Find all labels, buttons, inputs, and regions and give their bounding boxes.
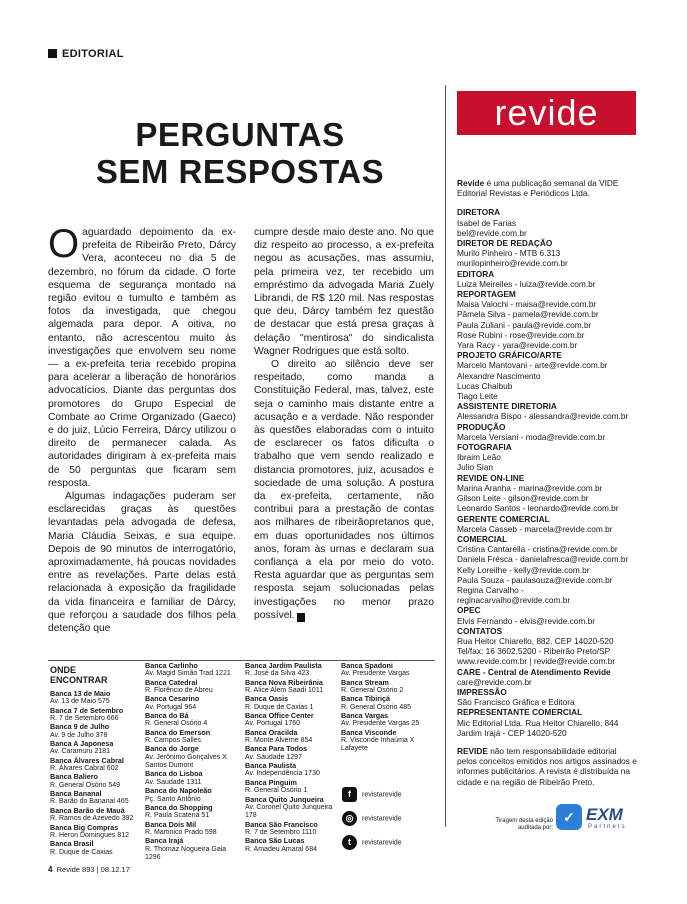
newsstand-name: Banca 7 de Setembro: [50, 705, 124, 715]
staff-heading: DIRETOR DE REDAÇÃO: [457, 238, 553, 249]
disclaimer: [457, 746, 637, 787]
social-link-instagram[interactable]: [342, 811, 402, 826]
newsstand-name: Banca do Jorge: [145, 744, 199, 754]
staff-line: Daniela Frésca - danielafresca@revide.com.br: [457, 554, 629, 565]
newsstand-address: Av. Saudade 1297: [245, 753, 302, 761]
staff-line: Julio Sian: [457, 462, 493, 473]
newsstand-name: Banca Dois Mil: [145, 819, 197, 829]
newsstand-name: Banca Nova Ribeirânia: [245, 677, 323, 687]
newsstand-address: Av. Jerônimo Gonçalves X Santos Dumont: [145, 753, 227, 770]
newsstand-address: R. Thomaz Nogueira Gaia 1296: [145, 845, 227, 861]
newsstand-name: Banca Vargas: [341, 711, 389, 721]
newsstand-name: Banca Irajá: [145, 836, 184, 846]
newsstand-name: Banca São Lucas: [245, 836, 305, 846]
staff-line: Leonardo Santos - leonardo@revide.com.br: [457, 503, 619, 514]
staff-heading: FOTOGRAFIA: [457, 442, 512, 453]
staff-line: Luiza Meirelles - luiza@revide.com.br: [457, 278, 596, 289]
newsstand-address: Av. Caramuru 2181: [50, 748, 111, 756]
newsstand-address: Av. Saudade 1311: [145, 778, 202, 786]
check-icon: ✓: [556, 804, 582, 830]
social-link-twitter[interactable]: [342, 835, 402, 850]
newsstand-name: Banca Brasil: [50, 839, 94, 849]
newsstand-name: Banca Quito Junqueira: [245, 794, 324, 804]
logo-text: revide: [494, 92, 599, 133]
disclaimer-text: não tem responsabilidade editorial pelos conceitos emitidos nos artigos assinados e informes publicitários. A revista é distribuída na cidade e na região de Ribeirão Preto.: [457, 745, 637, 787]
staff-heading: PROJETO GRÁFICO/ARTE: [457, 350, 562, 361]
newsstand-name: Banca Bananal: [50, 789, 102, 799]
brand-name: Revide: [457, 178, 485, 188]
staff-line: Gilson Leite - gilson@revide.com.br: [457, 493, 589, 504]
social-link-facebook[interactable]: [342, 787, 402, 802]
staff-line: Tel/fax: 16 3602.5200 - Ribeirão Preto/SP: [457, 646, 611, 657]
title-line-1: PERGUNTAS: [135, 116, 345, 153]
newsstand-name: Banca A Japonesa: [50, 739, 114, 749]
staff-heading: ASSISTENTE DIRETORIA: [457, 401, 557, 412]
staff-line: Lucas Chaibub: [457, 380, 513, 391]
newsstand-name: Banca do Bá: [145, 711, 189, 721]
newsstand-name: Banca Carlinho: [145, 661, 198, 670]
twitter-icon: t: [342, 835, 357, 850]
staff-line: Marina Aranha - marina@revide.com.br: [457, 482, 603, 493]
where-to-find-heading: ONDE ENCONTRAR: [50, 665, 108, 685]
section-square-icon: [48, 49, 57, 58]
staff-line: Paula Souza - paulasouza@revide.com.br: [457, 574, 613, 585]
staff-line: Marcela Versiani - moda@revide.com.br: [457, 431, 606, 442]
newsstand-address: R. Amadeu Amaral 684: [245, 845, 317, 853]
article-column-1: [48, 222, 236, 635]
newsstand-address: R. General Osório 2: [341, 687, 404, 695]
staff-line: Marcelo Mantovani - arte@revide.com.br: [457, 360, 608, 371]
staff-list: [457, 207, 637, 738]
newsstand-address: Av. Presidente Vargas: [341, 670, 410, 678]
newsstand-name: Banca 9 de Julho: [50, 722, 110, 732]
staff-line: Ibraim Leão: [457, 452, 501, 463]
newsstand-name: Banca Barão de Mauá: [50, 805, 125, 815]
newsstand-name: Banca Stream: [341, 677, 389, 687]
staff-heading: OPEC: [457, 605, 481, 616]
newsstand-name: Banca do Napoleão: [145, 786, 212, 796]
newsstand-address: R. José da Silva 423: [245, 670, 310, 678]
section-text: EDITORIAL: [62, 48, 124, 60]
newsstand-address: R. 7 de Setembro 666: [50, 715, 119, 723]
staff-line: bel@revide.com.br: [457, 227, 527, 238]
newsstand-list-3: [245, 662, 340, 854]
staff-line: Jardim Irajá - CEP 14020-520: [457, 727, 567, 738]
newsstand-address: Av. Magid Simão Trad 1221: [145, 670, 231, 678]
newsstand-address: R. Alice Alem Saadi 1011: [245, 687, 324, 695]
paragraph-text: O direito ao silêncio deve ser respeitado, como manda a Constituição Federal, mas, talvez, este seja o caminho mais distante entre a acusação e a verdade. Não responder às questões elaboradas com o intuito de esclarecer os fatos dificulta o trabalho que vem sendo realizado e distancia promotores, juiz, acusados e sociedade de uma solução. A postura da ex-prefeita, certamente, não contribui para a prestação de contas aos milhares de ribeirãopretanos que, em duas oportunidades nos últimos anos, foram às urnas e declaram sua confiança a ela por meio do voto. Resta aguardar que as perguntas sem resposta sejam solucionadas pelas investigações no menor prazo possível.: [254, 359, 434, 621]
newsstand-name: Banca Office Center: [245, 711, 314, 721]
newsstand-name: Banca do Emerson: [145, 727, 211, 737]
newsstand-name: Banca Visconde: [341, 727, 397, 737]
newsstand-address: R. Barão do Bananal 465: [50, 798, 129, 806]
staff-heading: COMERCIAL: [457, 533, 508, 544]
newsstand-name: Banca Cesarino: [145, 694, 200, 704]
newsstand-address: R. Duque de Caxias: [50, 848, 113, 856]
staff-line: Alexandre Nascimento: [457, 370, 541, 381]
newsstand-name: Banca Big Compras: [50, 822, 119, 832]
masthead: [457, 178, 637, 787]
newsstand-address: Av. Portugal 1760: [245, 720, 301, 728]
newsstand-name: Banca Oracilda: [245, 727, 298, 737]
newsstand-name: Banca Pinguim: [245, 777, 297, 787]
social-handle: revistarevide: [362, 791, 402, 799]
staff-heading: REVIDE ON-LINE: [457, 472, 525, 483]
staff-heading: REPORTAGEM: [457, 289, 516, 300]
newsstand-address: R. General Osório 4: [145, 720, 208, 728]
staff-line: Mic Editorial Ltda. Rua Heitor Chiarello, 844: [457, 717, 619, 728]
staff-line: Cristina Cantarella - cristina@revide.com.br: [457, 544, 618, 555]
staff-line: Elvis Fernando - elvis@revide.com.br: [457, 615, 595, 626]
newsstand-address: R. 7 de Setembro 1110: [245, 828, 317, 836]
staff-line: Isabel de Farias: [457, 217, 517, 228]
newsstand-address: R. Campos Salles: [145, 737, 202, 745]
article-column-2: [254, 226, 434, 622]
staff-line: Kelly Loreilhe - kelly@revide.com.br: [457, 564, 590, 575]
newsstand-name: Banca do Shopping: [145, 802, 213, 812]
staff-heading: DIRETORA: [457, 207, 501, 218]
newsstand-name: Banca do Lisboa: [145, 769, 203, 779]
staff-line: São Francisco Gráfica e Editora: [457, 697, 575, 708]
drop-cap: O: [48, 222, 80, 266]
staff-line: Rua Heitor Chiarello, 882. CEP 14020-520: [457, 635, 614, 646]
article-paragraph: cumpre desde maio deste ano. No que diz respeito ao processo, a ex-prefeita negou as acusações, mas assumiu, pela primeira vez, ter recebido um empréstimo da advogada Maria Zuely Librandi, de R$ 120 mil. Nas respostas que deu, Dárcy também fez questão de destacar que está presa graças à delação "mentirosa" do sindicalista Wagner Rodrigues que está solto.: [254, 227, 434, 357]
brand-name: REVIDE: [457, 745, 488, 756]
article-paragraph: [254, 358, 434, 622]
newsstand-address: R. Visconde Inhaúma X Lafayete: [341, 737, 415, 753]
staff-line: Maisa Valochi - maisa@revide.com.br: [457, 299, 597, 310]
newsstand-address: R. Álvares Cabral 602: [50, 765, 119, 773]
page-number: 4: [48, 865, 53, 874]
newsstand-address: Av. Independência 1730: [245, 770, 320, 778]
audit-caption: Tiragem desta edição auditada por:: [495, 818, 553, 831]
staff-heading: CONTATOS: [457, 625, 503, 636]
newsstand-list-2: [145, 662, 240, 862]
title-line-2: SEM RESPOSTAS: [95, 153, 385, 190]
newsstand-address: R. Duque de Caxias 1: [245, 703, 314, 711]
newsstand-name: Banca São Francisco: [245, 819, 318, 829]
newsstand-address: Av. Coronel Quito Junqueira 178: [245, 803, 333, 820]
staff-line: Paula Zuliani - paula@revide.com.br: [457, 319, 592, 330]
staff-line: Yara Racy - yara@revide.com.br: [457, 340, 578, 351]
newsstand-name: Banca Tibiriçá: [341, 694, 391, 704]
newsstand-address: R. Martinico Prado 598: [145, 828, 217, 836]
newsstand-address: Av. Presidente Vargas 25: [341, 720, 420, 728]
staff-heading: REPRESENTANTE COMERCIAL: [457, 707, 583, 718]
staff-line: Murilo Pinheiro - MTB 6.313: [457, 248, 561, 259]
masthead-intro: [457, 178, 637, 198]
staff-line: www.revide.com.br | revide@revide.com.br: [457, 656, 616, 667]
newsstand-name: Banca Para Todos: [245, 744, 308, 754]
newsstand-name: Banca Oasis: [245, 694, 289, 704]
staff-line: care@revide.com.br: [457, 676, 532, 687]
section-label: [48, 48, 124, 60]
article-paragraph: [48, 222, 236, 490]
paragraph-text: aguardado depoimento da ex-prefeita de Ribeirão Preto, Dárcy Vera, aconteceu no dia 5 de dezembro, no fórum da cidade. O forte esquema de segurança montado na região evitou o tumulto e também as fotos da investigada, que chegou algemada para depor. A oitiva, no entanto, não acrescentou muito às investigações que envolvem seu nome — a ex-prefeita teria recebido propina para acelerar a liberação de honorários advocatícios. Diante das perguntas dos promotores do Grupo Especial de Combate ao Crime Organizado (Gaeco) e do juiz, Lúcio Ferreira, Dárcy utilizou o direito de permanecer calada. As autoridades dirigiram à ex-prefeita mais de 50 perguntas que ficaram sem resposta.: [48, 227, 236, 489]
newsstand-list-1: [50, 690, 140, 857]
issue-info: Revide 893 | 08.12.17: [56, 865, 130, 874]
intro-text: é uma publicação semanal da VIDE Editorial Revistas e Periódicos Ltda.: [457, 178, 619, 199]
newsstand-address: Av. 13 de Maio 575: [50, 698, 110, 706]
staff-line: Regina Carvalho - reginacarvalho@revide.com.br: [457, 584, 571, 606]
newsstand-address: R. Florêncio de Abreu: [145, 687, 213, 695]
exm-logo: EXM: [586, 805, 623, 824]
staff-line: Marcela Casseb - marcela@revide.com.br: [457, 523, 613, 534]
newsstand-address: R. Monte Alverne 854: [245, 737, 313, 745]
staff-heading: CARE - Central de Atendimento Revide: [457, 666, 611, 677]
instagram-icon: ◎: [342, 811, 357, 826]
page-title: [48, 116, 432, 190]
newsstand-address: R. General Osório 485: [341, 703, 412, 711]
end-mark-icon: r: [297, 613, 305, 622]
staff-line: Alessandra Bispo - alessandra@revide.com.br: [457, 411, 629, 422]
newsstand-address: Av. 9 de Julho 378: [50, 731, 108, 739]
newsstand-name: Banca Baliero: [50, 772, 98, 782]
facebook-icon: f: [342, 787, 357, 802]
newsstand-list-4: [341, 662, 436, 754]
article-paragraph: Algumas indagações puderam ser esclarecidas graças às questões levantadas pela advogada de defesa, Maria Cláudia Seixas, e sua equipe. Depois de 90 minutos de interrogatório, aproximadamente, há poucas novidades entre as revelações. Parte delas está relacionada à exposição da fragilidade da vida financeira e familiar de Dárcy, que reforçou a saudade dos filhos pela detenção que: [48, 491, 236, 635]
social-handle: revistarevide: [362, 815, 402, 823]
newsstand-address: Pç. Santo Antônio: [145, 795, 201, 803]
social-handle: revistarevide: [362, 839, 402, 847]
newsstand-name: Banca Álvares Cabral: [50, 755, 124, 765]
newsstand-name: Banca Paulista: [245, 761, 297, 771]
staff-heading: GERENTE COMERCIAL: [457, 513, 550, 524]
revide-logo: [457, 91, 636, 135]
newsstand-name: Banca Spadoni: [341, 661, 393, 670]
newsstand-address: R. Paula Scatena 51: [145, 812, 210, 820]
newsstand-address: R. Heron Domingues 812: [50, 831, 129, 839]
page-footer: [48, 865, 130, 874]
newsstand-address: R. General Osório 549: [50, 781, 121, 789]
newsstand-name: Banca Catedral: [145, 677, 198, 687]
staff-heading: IMPRESSÃO: [457, 686, 507, 697]
staff-line: Tiago Leite: [457, 391, 498, 402]
staff-heading: EDITORA: [457, 268, 495, 279]
exm-partners-label: Partners: [588, 824, 627, 830]
staff-line: Pâmela Silva - pamela@revide.com.br: [457, 309, 599, 320]
newsstand-address: R. Ramos de Azevedo 392: [50, 815, 134, 823]
staff-line: Rose Rubini - rose@revide.com.br: [457, 329, 585, 340]
newsstand-address: R. General Osório 1: [245, 787, 308, 795]
staff-heading: PRODUÇÃO: [457, 421, 506, 432]
column-divider: [445, 85, 446, 827]
newsstand-address: Av. Portugal 964: [145, 703, 197, 711]
newsstand-name: Banca Jardim Paulista: [245, 661, 322, 670]
newsstand-name: Banca 13 de Maio: [50, 689, 111, 698]
staff-line: murilopinheiro@revide.com.br: [457, 258, 568, 269]
